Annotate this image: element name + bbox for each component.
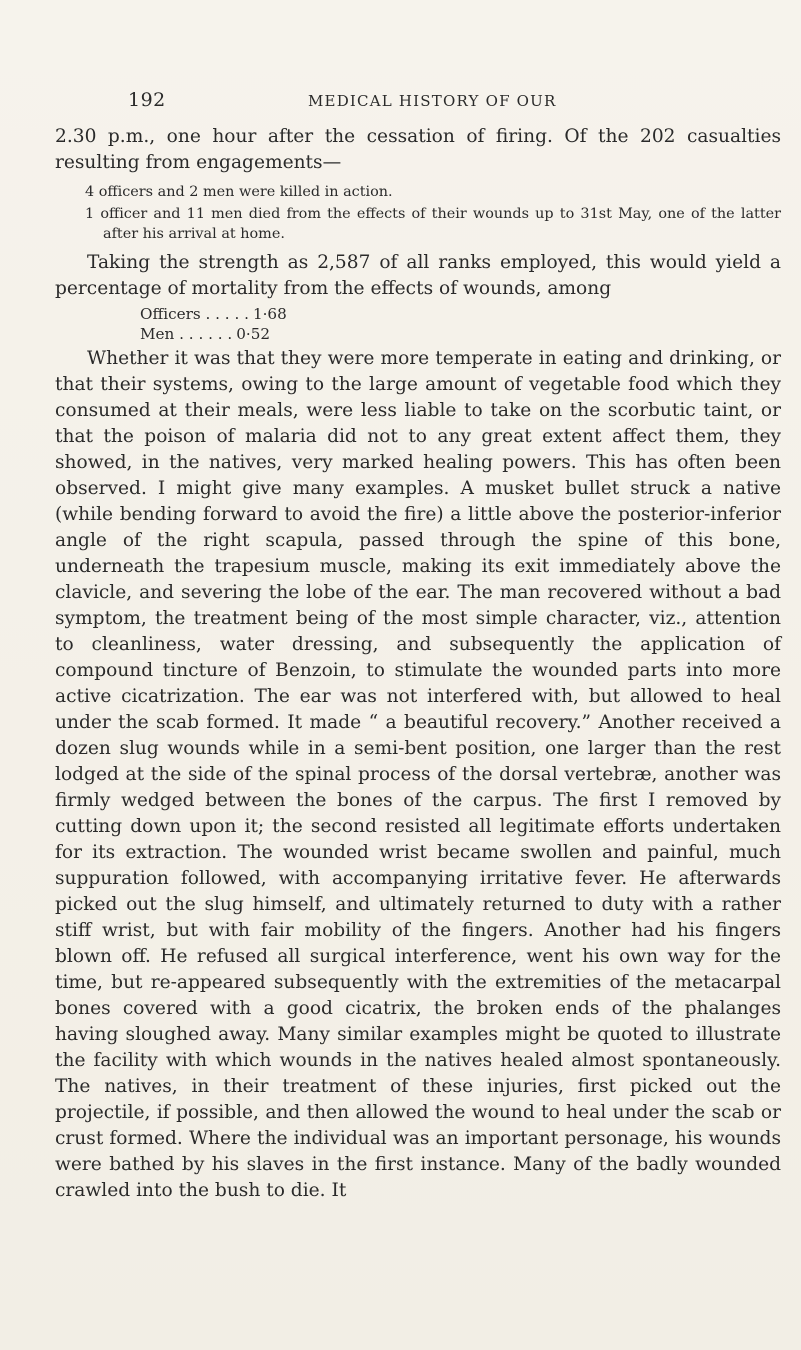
strength-paragraph: Taking the strength as 2,587 of all ranks employed, this would yield a percentage of mortality from the effects of wounds, among	[55, 252, 781, 299]
casualty-note-died: 1 officer and 11 men died from the effects of their wounds up to 31st May, one of the latter after his arrival at home.	[85, 206, 781, 242]
mortality-rates-table	[140, 304, 781, 344]
mortality-label-men: Men . . . . . .	[140, 325, 233, 343]
intro-paragraph: 2.30 p.m., one hour after the cessation of firing. Of the 202 casualties resulting from engagements—	[55, 126, 781, 173]
casualty-notes	[55, 182, 781, 244]
healing-paragraph: Whether it was that they were more temperate in eating and drinking, or that their systems, owing to the large amount of vegetable food which they consumed at their meals, were less liable to take on the scorbutic taint, or that the poison of malaria did not to any great extent affect them, they showed, in the natives, very marked healing powers. This has often been observed. I might give many examples. A musket bullet struck a native (while bending forward to avoid the fire) a little above the posterior-inferior angle of the right scapula, passed through the spine of this bone, underneath the trapesium muscle, making its exit immediately above the clavicle, and severing the lobe of the ear. The man recovered without a bad symptom, the treatment being of the most simple character, viz., attention to cleanliness, water dressing, and subsequently the application of compound tincture of Benzoin, to stimulate the wounded parts into more active cicatrization. The ear was not interfered with, but allowed to heal under the scab formed. It made “ a beautiful recovery.” Another received a dozen slug wounds while in a semi-bent position, one larger than the rest lodged at the side of the spinal process of the dorsal vertebræ, another was firmly wedged between the bones of the carpus. The first I removed by cutting down upon it; the second resisted all legitimate efforts undertaken for its extraction. The wounded wrist became swollen and painful, much suppuration followed, with accompanying irritative fever. He afterwards picked out the slug himself, and ultimately returned to duty with a rather stiff wrist, but with fair mobility of the fingers. Another had his fingers blown off. He refused all surgical interference, went his own way for the time, but re-appeared subsequently with the extremities of the metacarpal bones covered with a good cicatrix, the broken ends of the phalanges having sloughed away. Many similar examples might be quoted to illustrate the facility with which wounds in the natives healed almost spontaneously. The natives, in their treatment of these injuries, first picked out the projectile, if possible, and then allowed the wound to heal under the scab or crust formed. Where the individual was an important personage, his wounds were bathed by his slaves in the first instance. Many of the badly wounded crawled into the bush to die. It	[55, 348, 781, 1201]
page-content	[55, 124, 781, 1204]
mortality-value-men: 0·52	[236, 325, 271, 343]
mortality-row-men	[140, 324, 400, 344]
running-title: MEDICAL HISTORY OF OUR	[308, 92, 557, 110]
casualty-note-killed: 4 officers and 2 men were killed in action.	[85, 184, 393, 200]
mortality-row-officers	[140, 304, 400, 324]
mortality-label-officers: Officers . . . . .	[140, 305, 249, 323]
mortality-value-officers: 1·68	[252, 305, 287, 323]
page-number: 192	[128, 89, 166, 111]
